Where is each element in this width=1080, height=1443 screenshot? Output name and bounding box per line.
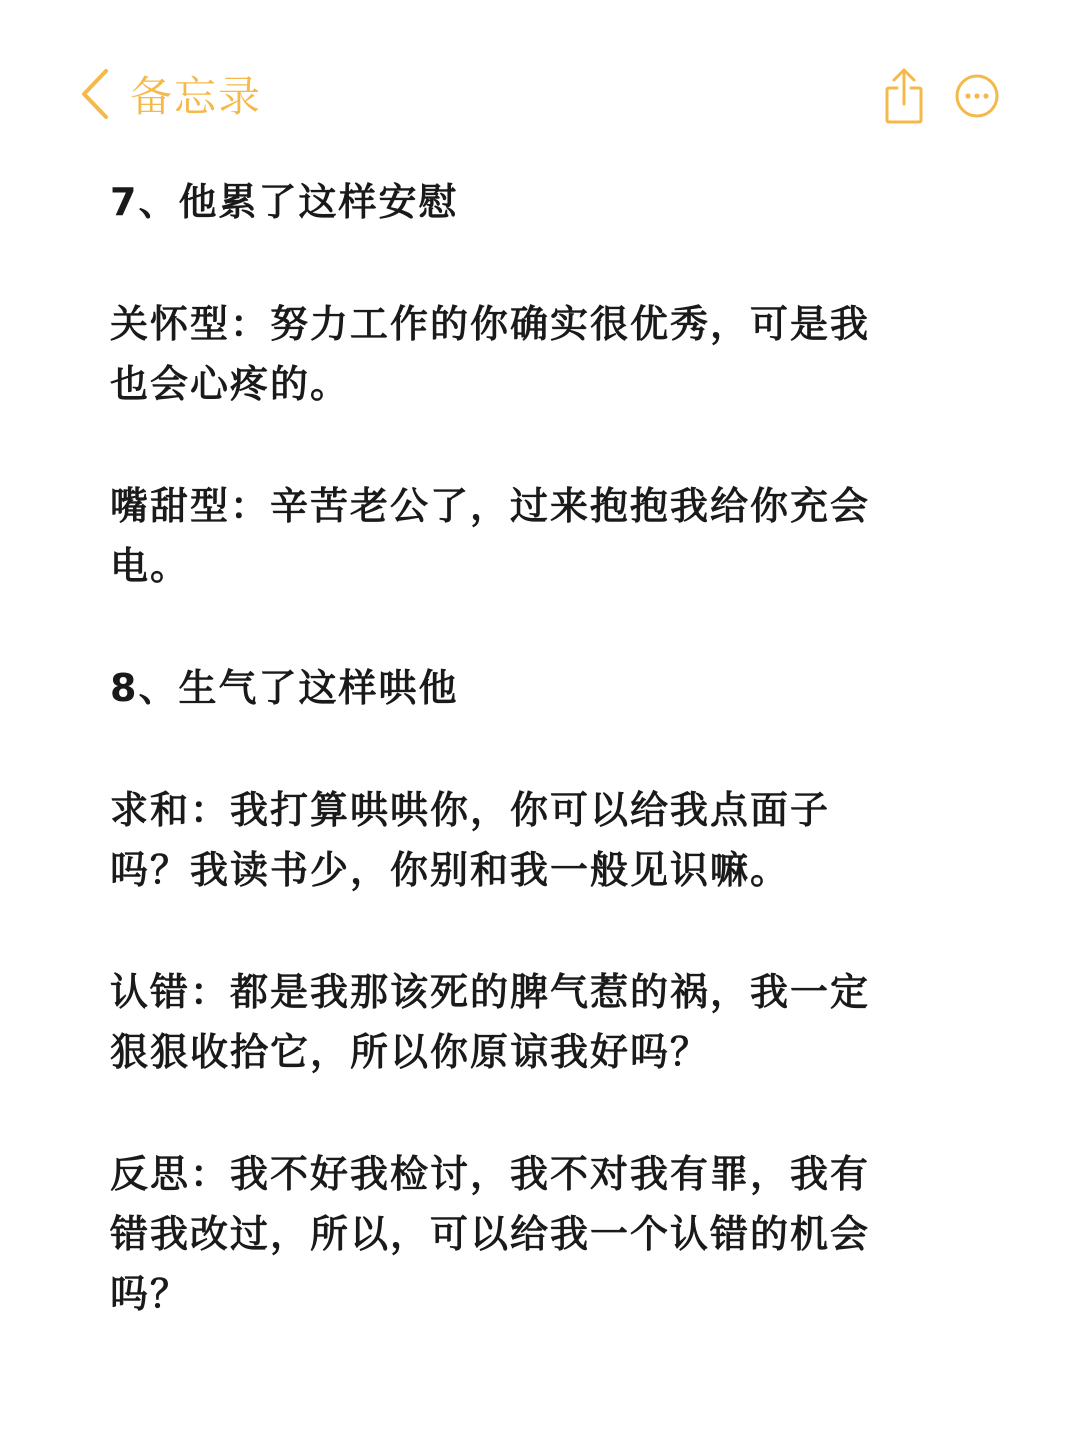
paragraph-sweet-talk: 嘴甜型：辛苦老公了，过来抱抱我给你充会 电。 [110,484,871,588]
nav-actions [884,64,1000,128]
paragraph-caring: 关怀型：努力工作的你确实很优秀，可是我 也会心疼的。 [110,302,871,406]
back-button[interactable] [80,64,262,124]
more-icon[interactable] [954,73,1000,119]
section-heading-7: 7、他累了这样安慰 [110,180,459,224]
section-heading-8: 8、生气了这样哄他 [110,666,459,710]
paragraph-apologize: 认错：都是我那该死的脾气惹的祸，我一定 狠狠收拾它，所以你原谅我好吗？ [110,970,871,1074]
share-icon[interactable] [884,66,924,126]
paragraph-make-peace: 求和：我打算哄哄你，你可以给我点面子 吗？我读书少，你别和我一般见识嘛。 [110,788,831,892]
chevron-left-icon [80,68,110,120]
paragraph-reflect: 反思：我不好我检讨，我不对我有罪，我有 错我改过，所以，可以给我一个认错的机会 吗？ [110,1152,871,1316]
navigation-bar [0,0,1080,150]
back-label: 备忘录 [130,72,263,121]
note-body[interactable] [110,172,990,1386]
